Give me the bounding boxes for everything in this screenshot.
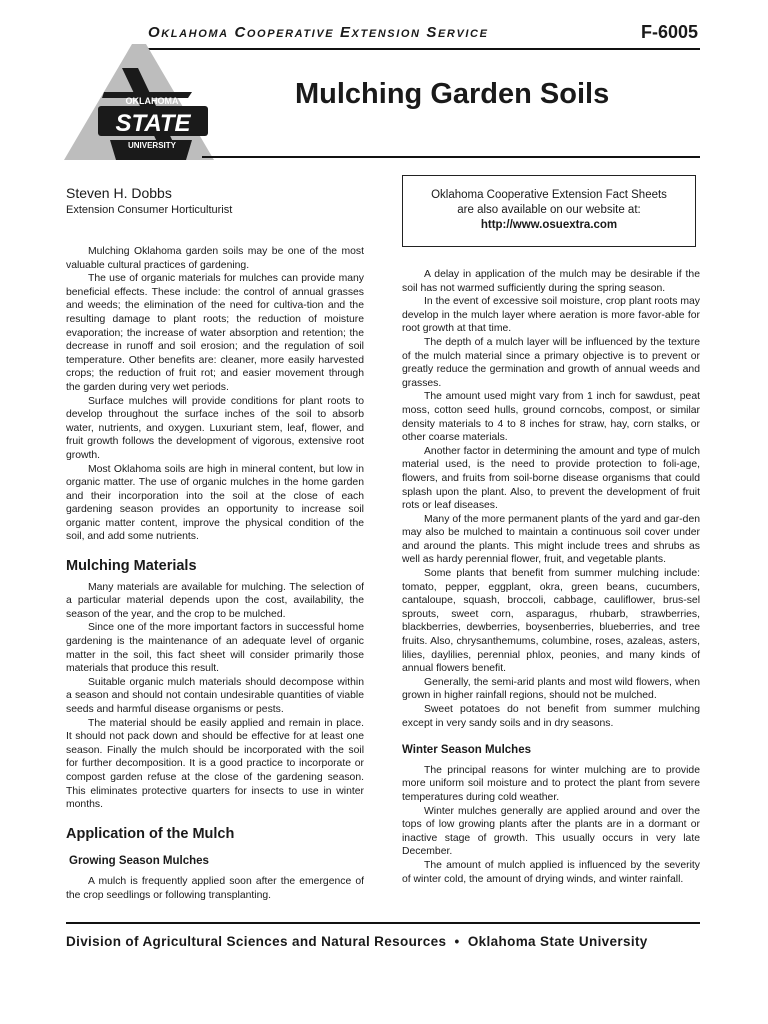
footer-rule	[66, 922, 700, 924]
paragraph: Some plants that benefit from summer mulching include: tomato, pepper, eggplant, okra, green beans, cucumbers, cantaloupe, squash, broccoli, cabbage, cauliflower, brus-sel sprouts, sweet corn, asparagus, rhubarb, strawberries, blackberries, dewberries, boysenberries, blueberries, and tree fruits. Also, chrysanthemums, columbine, roses, azaleas, asters, lilies, daylilies, perennial phlox, peonies, and many kinds of annual flowers benefit.	[402, 568, 700, 675]
paragraph: Most Oklahoma soils are high in mineral content, but low in organic matter. The use of organic mulches in the home garden and their incorporation into the soil at the close of each gardening season provides an opportunity to increase soil organic matter content, improve the physical condition of the soil, and add some nutrients.	[66, 463, 364, 543]
subheading-growing-season: Growing Season Mulches	[69, 855, 209, 868]
osu-logo	[64, 44, 214, 164]
paragraph: Winter mulches generally are applied around and over the tops of low growing plants after the plants are in a dormant or inactive stage of growth. This usually occurs in very late December.	[402, 805, 700, 858]
paragraph: Many materials are available for mulching. The selection of a particular material depends upon the cost, availability, the season of the year, and the crop to be mulched.	[66, 581, 364, 620]
fact-sheet-code: F-6005	[640, 22, 698, 42]
right-column	[402, 268, 700, 886]
logo-text-state: STATE	[115, 110, 191, 137]
paragraph: Many of the more permanent plants of the yard and gar-den may also be mulched to maintain a continuous soil cover under and around the plants. This might include trees and shrubs as well as hardy perennial flower, fruit, and vegetable plants.	[402, 513, 700, 566]
page-title: Mulching Garden Soils	[295, 78, 610, 110]
paragraph: Since one of the more important factors in successful home gardening is the maintenance of an adequate level of organic matter in the soil, this fact sheet will consider primarily those materials that produce this result.	[66, 622, 364, 675]
header-rule	[148, 48, 700, 50]
section-heading-mulching-materials: Mulching Materials	[66, 558, 197, 575]
left-column	[66, 245, 364, 902]
author-role: Extension Consumer Horticulturist	[66, 204, 233, 216]
paragraph: In the event of excessive soil moisture, crop plant roots may develop in the mulch layer where aeration is more favor-able for root growth at that time.	[402, 296, 700, 335]
paragraph: The use of organic materials for mulches can provide many beneficial effects. These include: the control of annual grasses and weeds; the elimination of the need for cultiva-tion and the resulting damage to plant roots; the reduction of moisture evaporation; the increase of water absorption and retention; the decrease in runoff and soil erosion; and the regulation of soil temperature. Other benefits are: cleaner, more easily harvested crops; the reduction of fruit rot; and easier movement through the garden during very wet periods.	[66, 273, 364, 393]
header-service-name: Oklahoma Cooperative Extension Service	[148, 24, 489, 41]
paragraph: Generally, the semi-arid plants and most wild flowers, when grown in higher rainfall regions, should not be mulched.	[402, 676, 700, 702]
paragraph: The principal reasons for winter mulching are to provide more uniform soil moisture and to protect the plant from severe temperatures during cold weather.	[402, 764, 700, 803]
paragraph: Suitable organic mulch materials should decompose within a season and should not contain undesirable quantities of viable seeds and harmful disease organisms or pests.	[66, 676, 364, 715]
notice-line-1: Oklahoma Cooperative Extension Fact Sheets	[431, 189, 667, 201]
paragraph: The amount used might vary from 1 inch for sawdust, peat moss, cotton seed hulls, ground corncobs, compost, or similar density materials to 4 to 8 inches for straw, hay, corn stalks, or other coarse materials.	[402, 391, 700, 444]
logo-text-university: UNIVERSITY	[127, 141, 177, 150]
website-notice-box	[402, 175, 696, 247]
notice-line-2: are also available on our website at:	[457, 204, 641, 216]
paragraph: Sweet potatoes do not benefit from summer mulching except in very sandy soils and in dry seasons.	[402, 704, 700, 729]
paragraph: Mulching Oklahoma garden soils may be one of the most valuable cultural practices of gardening.	[66, 246, 364, 271]
title-rule	[202, 156, 700, 158]
footer-text: Division of Agricultural Sciences and Natural Resources • Oklahoma State University	[66, 934, 648, 949]
section-heading-application: Application of the Mulch	[66, 825, 235, 842]
paragraph: A delay in application of the mulch may be desirable if the soil has not warmed sufficiently during the spring season.	[402, 269, 700, 294]
paragraph: A mulch is frequently applied soon after the emergence of the crop seedlings or following transplanting.	[66, 875, 364, 901]
author-name: Steven H. Dobbs	[66, 185, 172, 201]
paragraph: Surface mulches will provide conditions for plant roots to develop throughout the surface inches of the soil to absorb water, nutrients, and oxygen. Luxuriant stem, leaf, flower, and fruit growth follows the development of vigorous, extensive root growth.	[66, 395, 364, 461]
subheading-winter-season: Winter Season Mulches	[402, 744, 531, 757]
logo-text-oklahoma: OKLAHOMA	[125, 96, 179, 106]
paragraph: The amount of mulch applied is influenced by the severity of winter cold, the amount of drying winds, and winter rainfall.	[402, 859, 700, 885]
paragraph: The material should be easily applied and remain in place. It should not pack down and should be effective for at least one season. Finally the mulch should be incorporated with the soil for further decomposition. It is a good practice to incorporate or compost garden refuse at the close of the gardening season. This eliminates protective quarters for insects to use in winter months.	[66, 717, 364, 811]
paragraph: The depth of a mulch layer will be influenced by the texture of the mulch material since a primary objective is to prevent or greatly reduce the germination and growth of annual weeds and grasses.	[402, 336, 700, 389]
paragraph: Another factor in determining the amount and type of mulch material used, is the need to provide protection to foli-age, flowers, and fruits from soil-borne disease organisms that could splash upon the plant. Also, to prevent the development of fruit rots or leaf diseases.	[402, 445, 700, 512]
website-link[interactable]: http://www.osuextra.com	[480, 219, 618, 231]
